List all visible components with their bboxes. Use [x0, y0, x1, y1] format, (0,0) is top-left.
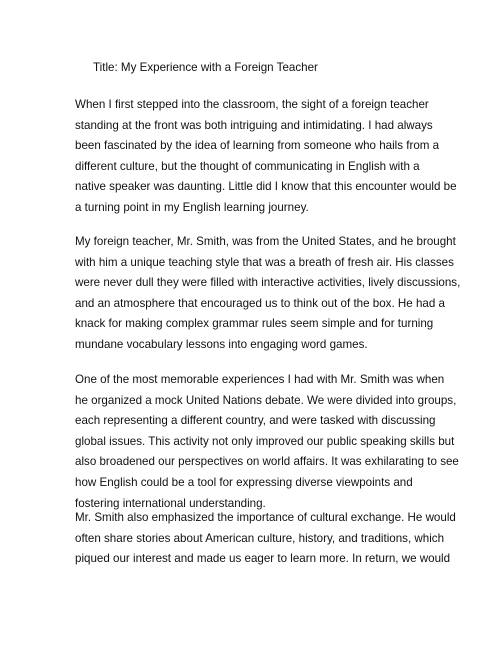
paragraph-line: a turning point in my English learning journey. [75, 200, 309, 214]
paragraph-line: also broadened our perspectives on world affairs. It was exhilarating to see [75, 455, 459, 469]
paragraph-3 [75, 370, 459, 514]
paragraph-line: Mr. Smith also emphasized the importance of cultural exchange. He would [75, 511, 456, 524]
document-title: Title: My Experience with a Foreign Teacher [93, 61, 318, 74]
paragraph-line: fostering international understanding. [75, 496, 266, 510]
paragraph-line: and an atmosphere that encouraged us to think out of the box. He had a [75, 296, 445, 310]
paragraph-line: often share stories about American culture, history, and traditions, which [75, 531, 445, 545]
paragraph-line: standing at the front was both intriguing and intimidating. I had always [75, 118, 433, 132]
paragraph-line: My foreign teacher, Mr. Smith, was from the United States, and he brought [75, 235, 456, 248]
paragraph-line: knack for making complex grammar rules seem simple and for turning [75, 317, 434, 331]
paragraph-line: different culture, but the thought of communicating in English with a [75, 159, 420, 173]
paragraph-4 [75, 508, 456, 570]
paragraph-1 [75, 95, 457, 219]
paragraph-line: mundane vocabulary lessons into engaging word games. [75, 337, 368, 351]
paragraph-line: One of the most memorable experiences I had with Mr. Smith was when [75, 373, 445, 386]
paragraph-line: were never dull they were filled with interactive activities, lively discussions, [75, 276, 461, 290]
paragraph-line: each representing a different country, and were tasked with discussing [75, 414, 436, 428]
paragraph-line: native speaker was daunting. Little did I know that this encounter would be [75, 180, 457, 194]
paragraph-2 [75, 232, 461, 356]
paragraph-line: how English could be a tool for expressing diverse viewpoints and [75, 475, 413, 489]
paragraph-line: When I first stepped into the classroom, the sight of a foreign teacher [75, 98, 429, 111]
paragraph-line: global issues. This activity not only improved our public speaking skills but [75, 434, 455, 448]
paragraph-line: with him a unique teaching style that was a breath of fresh air. His classes [75, 255, 454, 269]
paragraph-line: he organized a mock United Nations debate. We were divided into groups, [75, 393, 457, 407]
paragraph-line: been fascinated by the idea of learning from someone who hails from a [75, 139, 440, 153]
paragraph-line: piqued our interest and made us eager to learn more. In return, we would [75, 552, 451, 566]
